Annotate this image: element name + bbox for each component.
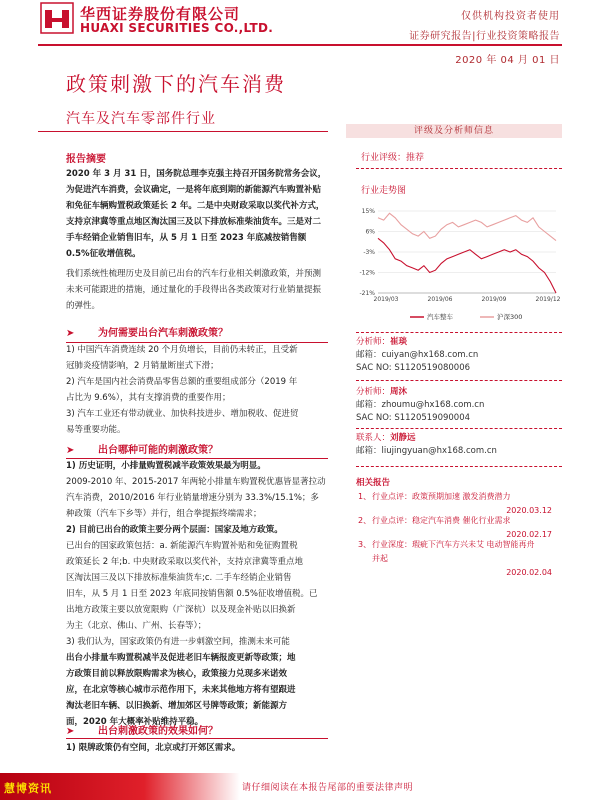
footer-legal-note: 请仔细阅读在本报告尾部的重要法律声明 (242, 783, 414, 793)
analyst-2 (356, 386, 484, 425)
text-line: 为主（北京、佛山、广州、长春等）； (66, 621, 207, 631)
text-line: 应，在北京等核心城市示范作用下，未来其他地方将有望跟进 (66, 685, 296, 695)
report-type: 证券研究报告|行业投资策略报告 (409, 31, 560, 42)
text-line: 易等重要功能。 (66, 425, 126, 435)
dashed-divider (356, 466, 562, 467)
text-line: 1) 限牌政策仍有空间，北京或打开郊区需求。 (66, 743, 241, 753)
analyst-name: 崔琰 (390, 337, 408, 347)
analyst-label: 分析师： (356, 337, 391, 347)
related-reports-title: 相关报告 (356, 478, 391, 488)
summary-paragraph: 2020 年 3 月 31 日，国务院总理李克强主持召开国务院常务会议，为促进汽车消费，会议确定，一是将年底到期的新能源汽车购置补贴和免征车辆购置税政策延长 2 年。二是中央财政采取以奖代补方式，支持京津冀等重点地区淘汰国三及以下排放标准柴油货车。三是对二手车经销企业销售旧车，从 5 月 1 日至 2023 年底减按销售额 0.5%征收增值税。 (66, 169, 327, 259)
industry-trend-chart (350, 205, 562, 325)
text-line: 1) 历史证明，小排量购置税减半政策效果最为明显。 (66, 461, 266, 471)
report-date: 2020 年 04 月 01 日 (455, 55, 560, 66)
text-line: 政策延长 2 年;b. 中央财政采取以奖代补，支持京津冀等重点地 (66, 557, 303, 567)
footer-brand: 慧博资讯 (4, 782, 52, 795)
dashed-divider (356, 332, 562, 333)
text-line: 1) 中国汽车消费连续 20 个月负增长，目前仍未转正，且受新 (66, 345, 298, 355)
series-line-0 (378, 238, 556, 293)
text-line: 淘汰老旧车辆、以旧换新、增加郊区号牌等政策；新能源方 (66, 701, 288, 711)
related-report-date: 2020.02.17 (506, 530, 552, 539)
series-line-1 (378, 213, 556, 240)
analyst-name: 周沐 (390, 387, 408, 397)
text-line: 占比为 9.6%），其有支撑消费的重要作用； (66, 393, 231, 403)
text-line: 方政策目前以释放限购需求为核心，政策接力兑现多米诺效 (66, 669, 288, 679)
x-tick-label: 2019/03 (373, 296, 399, 303)
section-policy-body (66, 458, 328, 730)
industry-rating (361, 150, 424, 163)
analyst-label: 分析师： (356, 387, 391, 397)
text-line: 2) 汽车是国内社会消费品零售总额的重要组成部分（2019 年 (66, 377, 298, 387)
section-effect-body (66, 740, 328, 756)
audience-note: 仅供机构投资者使用 (461, 11, 560, 22)
company-name-en: HUAXI SECURITIES CO.,LTD. (80, 21, 274, 35)
text-line: 已出台的国家政策包括：a. 新能源汽车购置补贴和免征购置税 (66, 541, 298, 551)
rating-label: 行业评级： (361, 153, 407, 163)
report-title: 政策刺激下的汽车消费 (66, 72, 286, 96)
company-logo-icon (40, 2, 74, 34)
related-report-date: 2020.02.04 (506, 568, 552, 577)
dashed-divider (356, 380, 562, 381)
trend-chart-label: 行业走势图 (361, 186, 407, 196)
y-tick-label: 6% (365, 228, 375, 236)
text-line: 3) 我们认为，国家政策仍有进一步刺激空间，推测未来可能 (66, 637, 290, 647)
analyst-sac: SAC NO: S1120519090004 (356, 413, 471, 423)
legend-label: 沪深300 (497, 313, 523, 321)
triangle-bullet-icon: ➤ (66, 726, 75, 737)
related-report-title-cont: 并起 (372, 554, 388, 563)
text-line: 3) 汽车工业还有带动就业、加快科技进步、增加税收、促进贸 (66, 409, 299, 419)
related-report-item[interactable]: 1、行业点评：政策预期加速 激发消费潜力 2020.03.12 (358, 490, 558, 518)
text-line: 面，2020 年大概率补贴维持平稳。 (66, 717, 204, 727)
y-tick-label: -3% (363, 249, 375, 256)
text-line: 冠肺炎疫情影响，2 月销量断崖式下滑； (66, 361, 219, 371)
legend-label: 汽车整车 (427, 313, 453, 321)
related-report-title: 行业点评：稳定汽车消费 催化行业需求 (372, 516, 511, 525)
report-subtitle: 汽车及汽车零部件行业 (66, 111, 216, 127)
related-report-item[interactable]: 2、行业点评：稳定汽车消费 催化行业需求 2020.02.17 (358, 514, 558, 542)
x-tick-label: 2019/09 (481, 296, 507, 303)
text-line: 2) 目前已出台的政策主要分两个层面：国家及地方政策。 (66, 525, 283, 535)
x-tick-label: 2019/06 (427, 296, 453, 303)
subtitle-divider (38, 131, 328, 132)
contact-email[interactable]: 邮箱：liujingyuan@hx168.com.cn (356, 446, 497, 456)
related-report-item[interactable]: 3、行业深度：瑕疵下汽车方兴未艾 电动智能再舟 并起 2020.02.04 (358, 538, 558, 580)
analyst-sac: SAC NO: S1120519080006 (356, 363, 471, 373)
section-heading-effect: ➤ 出台刺激政策的效果如何？ (66, 726, 218, 737)
text-line: 旧车，从 5 月 1 日至 2023 年底同按销售额 0.5%征收增值税。已 (66, 589, 318, 599)
text-line: 2009-2010 年、2015-2017 年两轮小排量车购置税优惠皆显著拉动 (66, 477, 326, 487)
text-line: 汽车消费，2010/2016 年行业销量增速分别为 33.3%/15.1%；多 (66, 493, 319, 503)
company-name-cn: 华西证券股份有限公司 (80, 5, 241, 23)
sidebar-header: 评级及分析师信息 (346, 124, 562, 138)
analyst-email[interactable]: 邮箱：cuiyan@hx168.com.cn (356, 350, 479, 360)
triangle-bullet-icon: ➤ (66, 445, 75, 456)
contact-person (356, 432, 497, 458)
rating-value: 推荐 (406, 153, 425, 163)
section-heading-policy: ➤ 出台哪种可能的刺激政策？ (66, 445, 218, 456)
section-why-body (66, 342, 328, 438)
y-tick-label: 15% (361, 208, 375, 215)
analyst-email[interactable]: 邮箱：zhoumu@hx168.com.cn (356, 400, 485, 410)
contact-label: 联系人： (356, 433, 391, 443)
y-tick-label: -21% (359, 290, 375, 297)
text-line: 出地方政策主要以放宽限购（广深杭）以及现金补贴以旧换新 (66, 605, 296, 615)
header-divider (38, 44, 562, 46)
related-report-title: 行业深度：瑕疵下汽车方兴未艾 电动智能再舟 (372, 540, 535, 549)
dashed-divider (356, 428, 562, 429)
dashed-divider (356, 168, 562, 169)
section-divider (66, 738, 328, 739)
related-report-date: 2020.03.12 (506, 506, 552, 515)
section-heading-why: ➤ 为何需要出台汽车刺激政策？ (66, 328, 228, 339)
triangle-bullet-icon: ➤ (66, 328, 75, 339)
contact-name: 刘静远 (390, 433, 416, 443)
related-report-title: 行业点评：政策预期加速 激发消费潜力 (372, 492, 511, 501)
text-line: 种政策（汽车下乡等）并行，组合拳提振终端需求； (66, 509, 262, 519)
x-tick-label: 2019/12 (535, 296, 561, 303)
text-line: 区淘汰国三及以下排放标准柴油货车;c. 二手车经销企业销售 (66, 573, 292, 583)
y-tick-label: -12% (359, 269, 375, 277)
analyst-1 (356, 336, 478, 375)
summary-label: 报告摘要 (66, 154, 106, 165)
text-line: 出台小排量车购置税减半及促进老旧车辆报废更新等政策；地 (66, 653, 296, 663)
summary-paragraph-2: 我们系统性梳理历史及目前已出台的汽车行业相关刺激政策，并预测未来可能跟进的措施，通过量化的手段得出各类政策对行业销量提振的弹性。 (66, 269, 322, 311)
